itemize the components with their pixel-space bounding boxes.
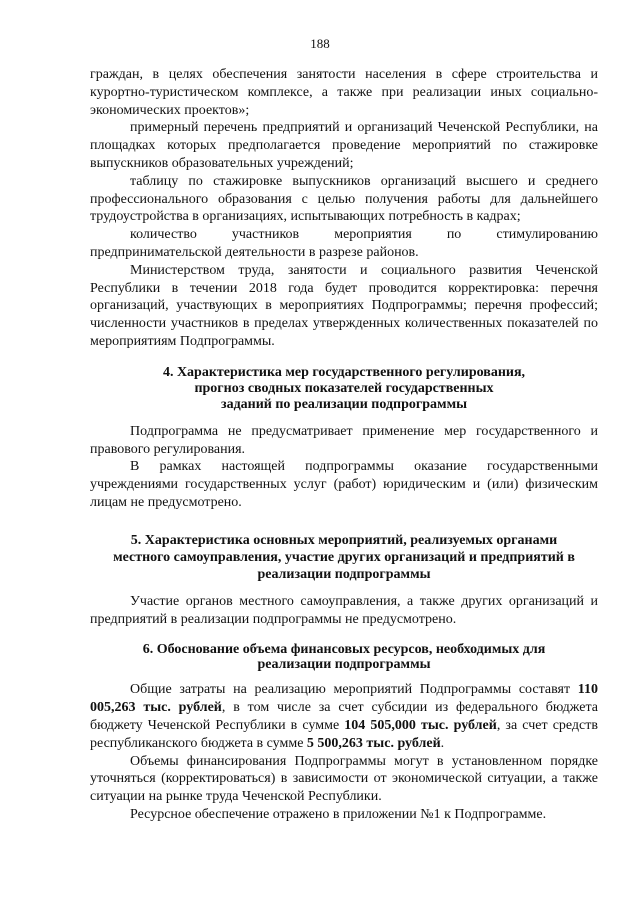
paragraph-enterprise-list: примерный перечень предприятий и организаций Чеченской Республики, на площадках которых предполагается проведение мероприятий по стажировке выпускников образовательных учреждений; (90, 120, 598, 171)
paragraph-internship-table: таблицу по стажировке выпускников организаций высшего и среднего профессионального образования с целью получения работы для дальнейшего трудоустройства в организациях, испытывающих потребность в кадрах; (90, 173, 598, 225)
heading-line: 5. Характеристика основных мероприятий, реализуемых органами (130, 532, 558, 548)
heading-line: прогноз сводных показателей государственных (194, 380, 494, 396)
heading-line: 4. Характеристика мер государственного регулирования, (162, 364, 526, 380)
section-5-paragraph: Участие органов местного самоуправления, а также других организаций и предприятий в реализации подпрограммы не предусмотрено. (90, 593, 598, 627)
section-6-paragraph: Ресурсное обеспечение отражено в приложении №1 к Подпрограмме. (130, 806, 547, 822)
paragraph-ministry-correction: Министерством труда, занятости и социального развития Чеченской Республики в течении 2018 года будет проводится корректировка: перечня организаций, участвующих в мероприятиях Подпрограммы; перечня профессий; численности участников в пределах утвержденных количественных показателей по мероприятиям Подпрограммы. (90, 262, 598, 349)
text-run: Общие затраты на реализацию мероприятий Подпрограммы составят (130, 682, 578, 698)
section-4-heading (90, 365, 598, 413)
heading-line: реализации подпрограммы (257, 566, 431, 582)
heading-line: реализации подпрограммы (257, 657, 431, 673)
heading-line: местного самоуправления, участие других организаций и предприятий в (113, 549, 575, 565)
paragraph-continuation: граждан, в целях обеспечения занятости населения в сфере строительства и курортно-туристическом комплексе, а также при реализации иных социально-экономических проектов»; (90, 67, 598, 118)
section-4-paragraph: В рамках настоящей подпрограммы оказание государственными учреждениями государственных услуг (работ) юридическим и (или) физическим лицам не предусмотрено. (90, 459, 598, 510)
section-5-heading (90, 532, 598, 583)
text-run: , в том числе за счет субсидии из федерального бюджета бюджету Чеченской Республики в сумме (90, 700, 598, 733)
heading-line: 6. Обоснование объема финансовых ресурсов, необходимых для (142, 642, 546, 658)
republic-amount: 5 500,263 тыс. рублей (306, 735, 441, 751)
section-4-paragraph: Подпрограмма не предусматривает применение мер государственного и правового регулирования. (90, 423, 598, 457)
page-number: 188 (310, 36, 330, 51)
heading-line: заданий по реализации подпрограммы (220, 396, 468, 412)
paragraph-participants-count: количество участников мероприятия по стимулированию предпринимательской деятельности в разрезе районов. (90, 227, 598, 260)
section-6-paragraph: Объемы финансирования Подпрограммы могут в установленном порядке уточняться (корректироваться) в зависимости от экономической ситуации, а также ситуации на рынке труда Чеченской Республики. (90, 753, 598, 805)
text-run: , за счет средств республиканского бюджета в сумме (90, 717, 598, 751)
section-6-funding-paragraph (90, 681, 598, 752)
section-6-heading (90, 642, 598, 672)
page-content (90, 66, 598, 824)
federal-amount: 104 505,000 тыс. рублей (344, 717, 497, 733)
text-run: . (440, 735, 445, 751)
total-amount: 110 005,263 тыс. рублей (90, 682, 598, 716)
